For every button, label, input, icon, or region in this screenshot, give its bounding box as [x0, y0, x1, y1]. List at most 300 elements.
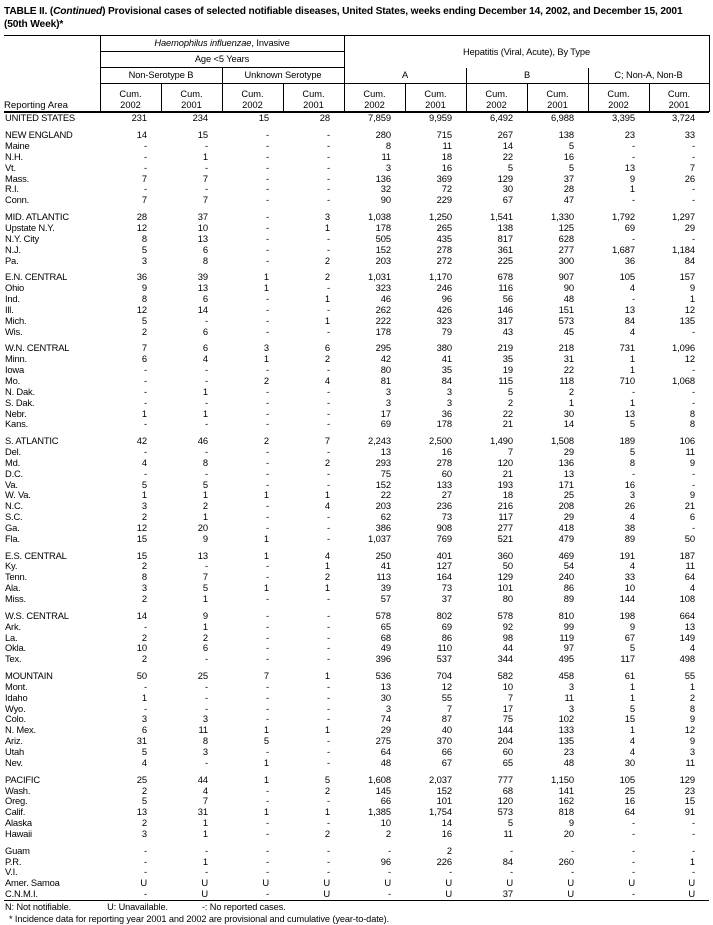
row-value-cell: 7 — [263, 670, 269, 682]
row-value-cell: 1 — [202, 827, 208, 839]
row-value-cell: 117 — [498, 511, 513, 523]
row-value-cell: 1 — [263, 282, 269, 294]
row-value-cell: 1,250 — [429, 211, 452, 223]
row-value-cell: 68 — [380, 631, 391, 643]
row-value-cell: 370 — [436, 735, 452, 747]
row-value-cell: 74 — [380, 713, 391, 725]
row-value-cell: 2 — [446, 844, 452, 856]
row-value-cell: 1,184 — [672, 243, 695, 255]
row-value-cell: - — [448, 866, 452, 878]
row-value-cell: 3 — [446, 396, 452, 408]
row-value-cell: 1 — [629, 691, 635, 703]
row-value-cell: - — [265, 745, 269, 757]
row-value-cell: 3 — [141, 827, 147, 839]
row-value-cell: - — [204, 467, 208, 479]
row-value-cell: - — [265, 631, 269, 643]
row-value-cell: - — [326, 446, 330, 458]
row-value-cell: 133 — [558, 724, 574, 736]
row-value-cell: 144 — [619, 593, 635, 604]
row-value-cell: - — [204, 702, 208, 714]
cum-label: Cum. — [180, 88, 203, 99]
title-prefix: TABLE II. ( — [4, 6, 54, 17]
row-value-cell: 1,490 — [490, 435, 513, 447]
row-value-cell: - — [265, 172, 269, 184]
row-value-cell: 129 — [497, 571, 513, 583]
row-value-cell: 1 — [689, 680, 695, 692]
row-value-cell: 113 — [376, 571, 391, 583]
row-value-cell: - — [265, 161, 269, 173]
row-value-cell: 44 — [197, 773, 208, 785]
row-value-cell: 3 — [202, 745, 208, 757]
row-value-cell: 14 — [502, 140, 513, 152]
row-value-cell: 65 — [380, 620, 391, 632]
row-value-cell: 138 — [497, 222, 513, 233]
row-value-cell: 6 — [141, 724, 147, 736]
row-area-label: Minn. — [5, 353, 27, 365]
row-value-cell: - — [265, 385, 269, 397]
row-value-cell: 278 — [436, 456, 452, 468]
row-value-cell: - — [326, 745, 330, 757]
row-value-cell: 41 — [441, 353, 452, 365]
row-area-label: N. Dak. — [5, 385, 35, 397]
table-row — [4, 512, 709, 523]
row-value-cell: 810 — [558, 609, 574, 621]
header-col-hepa-2001 — [405, 84, 466, 112]
row-value-cell: 267 — [497, 129, 513, 141]
cum-year: 2002 — [364, 100, 385, 110]
row-area-label: E.S. CENTRAL — [5, 549, 67, 561]
row-value-cell: - — [143, 364, 147, 376]
row-value-cell: 41 — [380, 560, 391, 572]
row-value-cell: - — [326, 243, 330, 255]
row-value-cell: 30 — [380, 691, 391, 703]
row-area-label: N.H. — [5, 150, 23, 162]
row-value-cell: 92 — [502, 620, 513, 632]
table-row — [4, 775, 709, 786]
row-value-cell: 54 — [563, 560, 574, 572]
row-value-cell: 56 — [502, 293, 513, 305]
row-value-cell: - — [265, 446, 269, 458]
row-area-label: E.N. CENTRAL — [5, 271, 68, 283]
row-value-cell: 15 — [136, 549, 147, 561]
row-value-cell: 22 — [380, 489, 391, 501]
row-value-cell: 7 — [141, 194, 147, 206]
row-value-cell: - — [326, 795, 330, 807]
table-row — [4, 654, 709, 665]
row-value-cell: U — [161, 889, 222, 900]
row-value-cell: 9 — [629, 620, 635, 632]
row-value-cell: 68 — [502, 784, 513, 796]
row-value-cell: 13 — [197, 549, 208, 561]
row-area-label: La. — [5, 631, 18, 643]
row-value-cell: 90 — [380, 194, 391, 206]
row-value-cell: 2 — [263, 435, 269, 447]
row-value-cell: 178 — [375, 325, 391, 337]
row-value-cell: - — [326, 691, 330, 703]
row-value-cell: 5 — [507, 161, 513, 173]
row-value-cell: - — [326, 817, 330, 829]
row-value-cell: 18 — [502, 489, 513, 501]
row-value-cell: 1 — [324, 582, 330, 594]
row-value-cell: 4 — [629, 325, 635, 337]
header-hflu-age: Age <5 Years — [100, 52, 344, 68]
row-value-cell: 14 — [136, 609, 147, 621]
row-area-label: Fla. — [5, 532, 20, 544]
header-col-hepc-2001 — [649, 84, 709, 112]
row-value-cell: U — [405, 889, 466, 900]
row-value-cell: - — [265, 702, 269, 714]
header-row-subtype — [4, 68, 709, 84]
row-value-cell: 61 — [624, 670, 635, 682]
row-value-cell: - — [265, 827, 269, 839]
table-row — [4, 747, 709, 758]
row-value-cell: U — [649, 889, 709, 900]
table-row — [4, 294, 709, 305]
row-value-cell: 14 — [136, 129, 147, 141]
row-value-cell: 1 — [202, 150, 208, 162]
table-row — [4, 447, 709, 458]
row-value-cell: 11 — [381, 150, 391, 162]
row-value-cell: - — [204, 364, 208, 376]
table-row — [4, 758, 709, 769]
row-value-cell: 127 — [436, 560, 452, 572]
row-value-cell: - — [204, 396, 208, 408]
cum-label: Cum. — [241, 88, 264, 99]
row-value-cell: 44 — [502, 642, 513, 654]
header-hep-b: B — [466, 68, 588, 84]
row-value-cell: 193 — [497, 478, 513, 490]
row-value-cell: 9,959 — [405, 113, 466, 124]
row-value-cell: 323 — [375, 282, 391, 294]
row-value-cell: 6,988 — [527, 113, 588, 124]
row-value-cell: 231 — [100, 113, 161, 124]
row-value-cell: - — [631, 817, 635, 829]
row-value-cell: 628 — [558, 232, 574, 244]
row-value-cell: 11 — [685, 560, 695, 572]
row-value-cell: 1 — [263, 724, 269, 736]
row-value-cell: 28 — [563, 183, 574, 195]
table-row — [4, 234, 709, 245]
row-value-cell: 262 — [375, 303, 391, 315]
row-value-cell: - — [204, 756, 208, 768]
cum-year: 2001 — [668, 100, 690, 110]
row-value-cell: - — [265, 560, 269, 572]
row-value-cell: 75 — [380, 467, 391, 479]
row-value-cell: 12 — [136, 222, 147, 233]
row-value-cell: - — [265, 653, 269, 665]
table-row — [4, 704, 709, 715]
row-area-label: MOUNTAIN — [5, 670, 53, 682]
row-value-cell: 3 — [202, 713, 208, 725]
row-value-cell: 1 — [324, 293, 330, 305]
row-value-cell: - — [143, 374, 147, 386]
row-value-cell: 1 — [629, 353, 635, 365]
row-value-cell: 4 — [324, 549, 330, 561]
row-area-label: Nev. — [5, 756, 23, 768]
row-value-cell: 149 — [679, 631, 695, 643]
row-value-cell: - — [265, 609, 269, 621]
table-row — [4, 184, 709, 195]
row-value-cell: 260 — [558, 855, 574, 867]
row-area-label: Kans. — [5, 418, 28, 430]
row-value-cell: U — [527, 889, 588, 900]
row-value-cell: 80 — [380, 364, 391, 376]
row-value-cell: 295 — [375, 342, 391, 354]
row-value-cell: 1 — [324, 314, 330, 326]
row-value-cell: 5 — [629, 702, 635, 714]
row-value-cell: - — [204, 680, 208, 692]
table-row — [4, 245, 709, 256]
row-value-cell: 817 — [497, 232, 513, 244]
row-value-cell: 60 — [502, 745, 513, 757]
row-value-cell: 91 — [684, 806, 695, 818]
header-col-hepb-2002 — [466, 84, 527, 112]
row-value-cell: 1 — [263, 582, 269, 594]
table-row — [4, 480, 709, 491]
row-value-cell: 710 — [619, 374, 635, 386]
footnotes — [5, 902, 713, 925]
row-value-cell: - — [691, 467, 695, 479]
row-value-cell: 29 — [684, 222, 695, 233]
row-value-cell: 55 — [441, 691, 452, 703]
row-value-cell: 191 — [619, 549, 635, 561]
table-row — [4, 212, 709, 223]
row-value-cell: 236 — [436, 500, 452, 512]
row-value-cell: 64 — [624, 806, 635, 818]
row-value-cell: - — [326, 364, 330, 376]
row-value-cell: 907 — [558, 271, 574, 283]
row-value-cell: 7 — [507, 691, 513, 703]
row-value-cell: 5 — [141, 314, 147, 326]
row-value-cell: 1 — [202, 489, 208, 501]
table-row — [4, 857, 709, 868]
row-value-cell: 7 — [446, 702, 452, 714]
row-value-cell: 32 — [380, 183, 391, 195]
row-value-cell: 1 — [689, 855, 695, 867]
row-value-cell: 36 — [624, 254, 635, 266]
row-value-cell: 23 — [684, 784, 695, 796]
row-value-cell: - — [691, 396, 695, 408]
row-value-cell: 75 — [502, 713, 513, 725]
row-value-cell: 3 — [141, 713, 147, 725]
row-value-cell: 5 — [568, 161, 574, 173]
row-value-cell: 9 — [141, 282, 147, 294]
row-value-cell: 573 — [497, 806, 513, 818]
row-area-label: N. Mex. — [5, 724, 36, 736]
row-value-cell: 2 — [202, 500, 208, 512]
row-value-cell: 6,492 — [466, 113, 527, 124]
row-value-cell: 5 — [141, 243, 147, 255]
header-col-hepa-2002 — [344, 84, 405, 112]
row-value-cell: 117 — [620, 653, 635, 665]
row-value-cell: - — [691, 232, 695, 244]
row-value-cell: - — [204, 844, 208, 856]
row-value-cell: 73 — [441, 511, 452, 523]
row-value-cell: - — [265, 211, 269, 223]
row-area-label: Md. — [5, 456, 21, 468]
row-value-cell: 11 — [503, 827, 513, 839]
row-value-cell: - — [326, 521, 330, 533]
row-value-cell: 3 — [689, 745, 695, 757]
footnote-line-1 — [5, 902, 713, 914]
row-value-cell: - — [631, 844, 635, 856]
row-value-cell: 1 — [324, 489, 330, 501]
row-value-cell: - — [691, 827, 695, 839]
row-value-cell: 401 — [436, 549, 452, 561]
table-row — [4, 223, 709, 234]
row-value-cell: - — [143, 467, 147, 479]
row-value-cell: 57 — [380, 593, 391, 604]
row-value-cell: 2 — [263, 374, 269, 386]
cum-year: 2001 — [181, 100, 202, 110]
row-value-cell: - — [265, 456, 269, 468]
row-value-cell: 80 — [502, 593, 513, 604]
row-value-cell: 13 — [684, 620, 695, 632]
row-value-cell: - — [100, 889, 161, 900]
row-value-cell: - — [143, 680, 147, 692]
row-value-cell: U — [262, 877, 269, 889]
header-hepatitis-group: Hepatitis (Viral, Acute), By Type — [344, 36, 709, 68]
row-area-label: Ark. — [5, 620, 21, 632]
row-value-cell: 30 — [563, 407, 574, 419]
row-value-cell: 2 — [202, 631, 208, 643]
row-value-cell: 664 — [679, 609, 695, 621]
row-value-cell: 13 — [624, 161, 635, 173]
row-value-cell: 20 — [197, 521, 208, 533]
row-value-cell: 5 — [568, 140, 574, 152]
row-value-cell: 7 — [507, 446, 513, 458]
row-value-cell: 435 — [436, 232, 452, 244]
row-value-cell: 5 — [629, 446, 635, 458]
row-value-cell: 1,037 — [368, 532, 391, 544]
row-value-cell: 11 — [442, 140, 452, 152]
row-value-cell: 2 — [324, 456, 330, 468]
row-value-cell: 162 — [558, 795, 574, 807]
row-value-cell: 136 — [558, 456, 574, 468]
row-value-cell: 119 — [559, 631, 574, 643]
row-value-cell: - — [691, 140, 695, 152]
row-value-cell: 11 — [564, 691, 574, 703]
row-value-cell: - — [326, 866, 330, 878]
row-value-cell: 30 — [624, 756, 635, 768]
row-area-label: Colo. — [5, 713, 26, 725]
row-value-cell: 37 — [563, 172, 574, 184]
row-value-cell: - — [509, 844, 513, 856]
row-value-cell: 5 — [202, 582, 208, 594]
row-value-cell: 8 — [141, 232, 147, 244]
row-value-cell: 21 — [684, 500, 695, 512]
row-area-label: Vt. — [5, 161, 16, 173]
row-value-cell: 102 — [558, 713, 574, 725]
header-col-hflu-nonb-2001 — [161, 84, 222, 112]
row-value-cell: 86 — [563, 582, 574, 594]
row-value-cell: 14 — [197, 303, 208, 315]
row-value-cell: - — [143, 620, 147, 632]
row-value-cell: - — [326, 713, 330, 725]
row-value-cell: - — [265, 407, 269, 419]
row-value-cell: - — [387, 866, 391, 878]
row-value-cell: U — [688, 877, 695, 889]
row-value-cell: 13 — [624, 303, 635, 315]
row-value-cell: 36 — [441, 407, 452, 419]
row-value-cell: 138 — [558, 129, 574, 141]
row-value-cell: 97 — [563, 642, 574, 654]
row-value-cell: 64 — [380, 745, 391, 757]
row-area-label: P.R. — [5, 855, 22, 867]
row-value-cell: 277 — [497, 521, 513, 533]
row-value-cell: - — [143, 150, 147, 162]
row-value-cell: 12 — [136, 303, 147, 315]
row-value-cell: 152 — [375, 243, 391, 255]
table-row — [4, 523, 709, 534]
row-value-cell: 1 — [202, 511, 208, 523]
row-value-cell: 1 — [141, 489, 147, 501]
row-value-cell: - — [691, 844, 695, 856]
row-value-cell: - — [509, 866, 513, 878]
row-value-cell: 11 — [685, 446, 695, 458]
row-area-label: Ohio — [5, 282, 25, 294]
row-area-label: Alaska — [5, 817, 32, 829]
row-area-label: UNITED STATES — [4, 113, 100, 124]
row-value-cell: 1 — [324, 560, 330, 572]
row-area-label: Pa. — [5, 254, 19, 266]
table-row — [4, 141, 709, 152]
table-row — [4, 305, 709, 316]
row-area-label: Hawaii — [5, 827, 32, 839]
row-value-cell: 152 — [375, 478, 391, 490]
row-value-cell: - — [691, 866, 695, 878]
row-value-cell: - — [265, 571, 269, 583]
row-value-cell: - — [570, 866, 574, 878]
row-value-cell: 225 — [497, 254, 513, 266]
row-value-cell: 216 — [497, 500, 513, 512]
row-value-cell: 3 — [141, 254, 147, 266]
table-row — [4, 807, 709, 818]
row-value-cell: 8 — [202, 254, 208, 266]
row-value-cell: - — [143, 844, 147, 856]
row-value-cell: - — [204, 314, 208, 326]
row-value-cell: 265 — [436, 222, 452, 233]
row-value-cell: - — [326, 129, 330, 141]
row-value-cell: - — [326, 325, 330, 337]
row-value-cell: 2 — [141, 817, 147, 829]
row-value-cell: 23 — [624, 129, 635, 141]
row-value-cell: 1 — [629, 396, 635, 408]
row-value-cell: 1,170 — [429, 271, 452, 283]
row-value-cell: 4 — [629, 735, 635, 747]
row-value-cell: - — [326, 609, 330, 621]
row-value-cell: 20 — [563, 827, 574, 839]
row-value-cell: 108 — [679, 593, 695, 604]
row-value-cell: 13 — [380, 680, 391, 692]
row-value-cell: 9 — [689, 713, 695, 725]
row-value-cell: 10 — [197, 222, 208, 233]
row-value-cell: 2 — [385, 827, 391, 839]
row-value-cell: 42 — [136, 435, 147, 447]
row-value-cell: 86 — [441, 631, 452, 643]
header-hflu-rest: , Invasive — [251, 38, 290, 49]
row-value-cell: 2 — [689, 691, 695, 703]
row-value-cell: 89 — [563, 593, 574, 604]
row-value-cell: 6 — [689, 511, 695, 523]
table-row — [4, 622, 709, 633]
row-value-cell: 49 — [380, 642, 391, 654]
row-value-cell: - — [631, 293, 635, 305]
row-value-cell: 802 — [436, 609, 452, 621]
row-value-cell: - — [570, 844, 574, 856]
row-value-cell: 715 — [436, 129, 452, 141]
row-value-cell: 31 — [197, 806, 208, 818]
